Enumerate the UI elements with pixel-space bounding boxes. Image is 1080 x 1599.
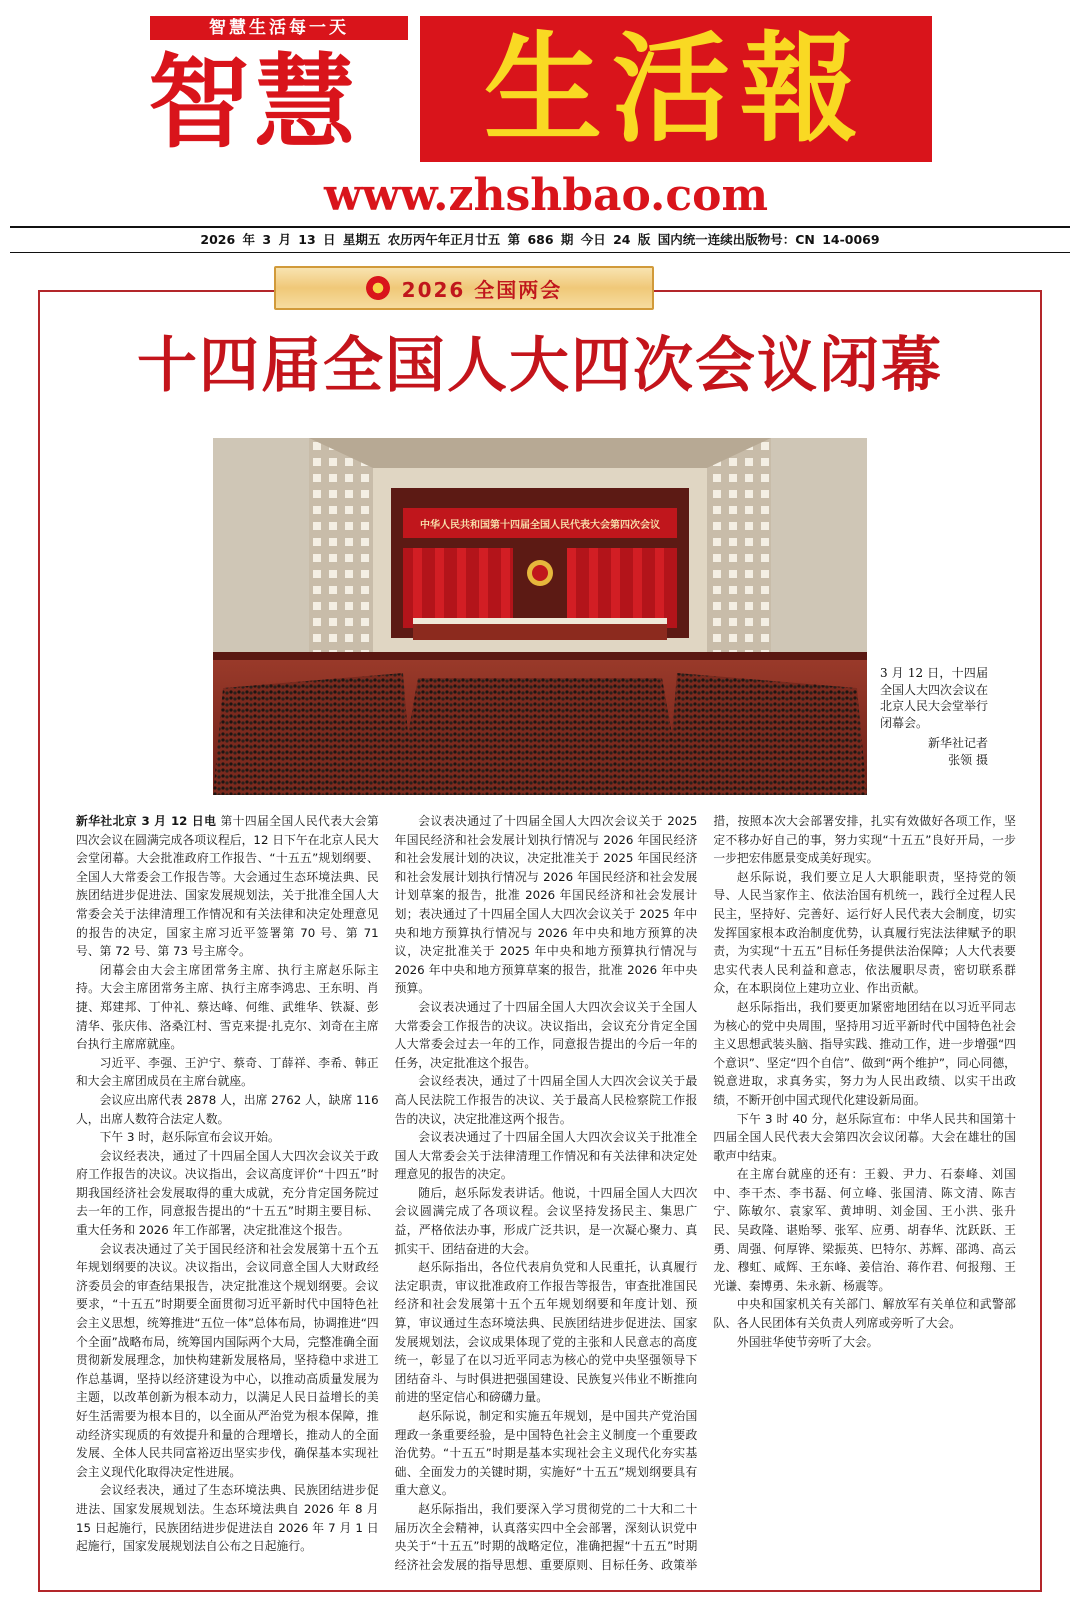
article-paragraph: 会议表决通过了十四届全国人大四次会议关于 2025 年国民经济和社会发展计划执行情况与 2026 年国民经济和社会发展计划的决议，决定批准关于 2025 年国民经济和社会发展计划执行情况与 2026 年国民经济和社会发展计划草案的报告，批准 2026 年国民经济和社会发展计划；表决通过了十四届全国人大四次会议关于 2025 年中央和地方预算执行情况与 2026 年中央和地方预算的决议，决定批准关于 2025 年中央和地方预算执行情况与 2026 年中央和地方预算草案的报告，批准 2026 年中央预算。 — [394, 814, 698, 996]
section-badge-label: 2026 全国两会 — [401, 277, 563, 302]
news-photo — [213, 438, 867, 795]
masthead-slogan: 智慧生活每一天 — [150, 16, 408, 40]
article-paragraph: 赵乐际指出，我们要深入学习贯彻党的二十大和二十届历次全会精神，认真落实四中全会部署，深刻认识党中央关于“十五五”时期的战略定位，准确把握“十五五”时期经济社会发展的指导思想、重要原则、目标任务、政策举措，按照本次大会部署安排，扎实有效做好各项工作，坚定不移办好自己的事，努力实现“十五五”良好开局，一步一步把宏伟愿景变成美好现实。 — [394, 814, 1016, 1572]
masthead-website[interactable]: www.zhshbao.com — [323, 170, 769, 221]
article-paragraph: 赵乐际指出，各位代表肩负党和人民重托，认真履行法定职责，审议批准政府工作报告等报告，审查批准国民经济和社会发展第十五个五年规划纲要和年度计划、预算，审议通过生态环境法典、民族团结进步促进法、国家发展规划法，会议成果体现了党的主张和人民意志的高度统一，彰显了在以习近平同志为核心的党中央坚强领导下团结奋斗、与时俱进把强国建设、民族复兴伟业不断推向前进的坚定信心和磅礴力量。 — [394, 1260, 698, 1405]
article-paragraph: 中央和国家机关有关部门、解放军有关单位和武警部队、各人民团体有关负责人列席或旁听了大会。 — [713, 1297, 1016, 1331]
article-paragraph: 会议应出席代表 2878 人，出席 2762 人，缺席 116 人，出席人数符合法定人数。 — [76, 1092, 379, 1126]
article-paragraph: 会议表决通过了关于国民经济和社会发展第十五个五年规划纲要的决议。决议指出，会议同意全国人大财政经济委员会的审查结果报告，决定批准这个规划纲要。会议要求，“十五五”时期要全面贯彻习近平新时代中国特色社会主义思想，统筹推进“五位一体”总体布局，协调推进“四个全面”战略布局，统筹国内国际两个大局，完整准确全面贯彻新发展理念，加快构建新发展格局，坚持稳中求进工作总基调，坚持以经济建设为中心，以推动高质量发展为主题，以改革创新为根本动力，以满足人民日益增长的美好生活需要为根本目的，以全面从严治党为根本保障，推动经济实现质的有效提升和量的合理增长，推动人的全面发展、全体人民共同富裕迈出坚实步伐，确保基本实现社会主义现代化取得决定性进展。 — [76, 1241, 379, 1479]
article-paragraph: 下午 3 时 40 分，赵乐际宣布：中华人民共和国第十四届全国人民代表大会第四次会议闭幕。大会在雄壮的国歌声中结束。 — [713, 1111, 1016, 1163]
article-paragraph: 在主席台就座的还有：王毅、尹力、石泰峰、刘国中、李干杰、李书磊、何立峰、张国清、陈文清、陈吉宁、陈敏尔、袁家军、黄坤明、刘金国、王小洪、张升民、吴政隆、谌贻琴、张军、应勇、胡春华、沈跃跃、王勇、周强、何厚铧、梁振英、巴特尔、苏辉、邵鸿、高云龙、穆虹、咸辉、王东峰、姜信治、蒋作君、何报翔、王光谦、秦博勇、朱永新、杨震等。 — [713, 1167, 1016, 1293]
article-paragraph: 闭幕会由大会主席团常务主席、执行主席赵乐际主持。大会主席团常务主席、执行主席李鸿忠、王东明、肖捷、郑建邦、丁仲礼、蔡达峰、何维、武维华、铁凝、彭清华、张庆伟、洛桑江村、雪克来提·扎克尔、刘奇在主席台执行主席席就座。 — [76, 962, 379, 1052]
article-paragraph: 随后，赵乐际发表讲话。他说，十四届全国人大四次会议圆满完成了各项议程。会议坚持发扬民主、集思广益，严格依法办事，形成广泛共识，是一次凝心聚力、真抓实干、团结奋进的大会。 — [394, 1185, 698, 1256]
article-paragraph-text: 第十四届全国人民代表大会第四次会议在圆满完成各项议程后，12 日下午在北京人民大会堂闭幕。大会批准政府工作报告、“十五五”规划纲要、全国人大常委会工作报告等。大会通过生态环境法典、民族团结进步促进法、国家发展规划法，关于批准全国人大常委会关于法律清理工作情况和有关法律和决定处理意见的报告的决定，国家主席习近平签署第 70 号、第 71 号、第 72 号、第 73 号主席令。 — [76, 814, 379, 959]
article-paragraph: 下午 3 时，赵乐际宣布会议开始。 — [99, 1130, 280, 1145]
masthead-rule-bottom — [10, 252, 1070, 253]
photo-credit-photographer: 张领 摄 — [948, 752, 988, 767]
photo-caption-text: 3 月 12 日，十四届全国人大四次会议在北京人民大会堂举行闭幕会。 — [880, 666, 989, 730]
article-body — [76, 812, 1016, 1584]
national-emblem-icon — [366, 276, 390, 300]
photo-credit — [880, 735, 988, 768]
article-source: 新华社北京 3 月 12 日电 — [76, 814, 217, 828]
article-paragraph: 外国驻华使节旁听了大会。 — [736, 1334, 879, 1349]
article-paragraph: 会议经表决，通过了十四届全国人大四次会议关于政府工作报告的决议。决议指出，会议高度评价“十四五”时期我国经济社会发展取得的重大成就，充分肯定国务院过去一年的工作，同意报告提出的“十五五”时期主要目标、重大任务和 2026 年工作部署，决定批准这个报告。 — [76, 1148, 379, 1238]
photo-banner-text: 中华人民共和国第十四届全国人民代表大会第四次会议 — [420, 520, 660, 531]
article-paragraph: 赵乐际说，制定和实施五年规划，是中国共产党治国理政一条重要经验，是中国特色社会主义制度一个重要政治优势。“十五五”时期是基本实现社会主义现代化夯实基础、全面发力的关键时期，实施好“十五五”规划纲要具有重大意义。 — [394, 1409, 698, 1498]
masthead-brand-shenghuobao: 生活報 — [420, 16, 932, 162]
article-paragraph: 赵乐际指出，我们要更加紧密地团结在以习近平同志为核心的党中央周围，坚持用习近平新时代中国特色社会主义思想武装头脑、指导实践、推动工作，进一步增强“四个意识”、坚定“四个自信”、做到“两个维护”，同心同德，锐意进取，求真务实，努力为人民出政绩、以实干出政绩，不断开创中国式现代化建设新局面。 — [713, 999, 1016, 1107]
article-paragraph: 习近平、李强、王沪宁、蔡奇、丁薛祥、李希、韩正和大会主席团成员在主席台就座。 — [76, 1055, 379, 1089]
article-paragraph: 赵乐际说，我们要立足人大职能职责，坚持党的领导、人民当家作主、依法治国有机统一，践行全过程人民民主，坚持好、完善好、运行好人民代表大会制度，切实发挥国家根本政治制度优势，认真履行宪法法律赋予的职责，为实现“十五五”目标任务提供法治保障；人大代表要忠实代表人民利益和意志，依法履职尽责，密切联系群众，在本职岗位上建功立业、作出贡献。 — [713, 869, 1016, 996]
article-paragraph: 会议经表决，通过了生态环境法典、民族团结进步促进法、国家发展规划法。生态环境法典自 2026 年 8 月 15 日起施行，民族团结进步促进法自 2026 年 7 月 1 日起施行，国家发展规划法自公布之日起施行。 — [76, 1483, 379, 1554]
article-paragraph-lead — [76, 812, 379, 961]
masthead-brand-zhihui: 智慧 — [148, 44, 360, 163]
article-paragraph: 会议表决通过了十四届全国人大四次会议关于全国人大常委会工作报告的决议。决议指出，会议充分肯定全国人大常委会过去一年的工作，同意报告提出的今后一年的任务，决定批准这个报告。 — [394, 999, 698, 1070]
masthead-rule-top — [10, 226, 1070, 228]
article-paragraph: 会议表决通过了十四届全国人大四次会议关于批准全国人大常委会关于法律清理工作情况和有关法律和决定处理意见的报告的决定。 — [394, 1130, 698, 1182]
page-headline: 十四届全国人大四次会议闭幕 — [137, 331, 943, 401]
photo-caption — [880, 665, 988, 797]
section-badge — [274, 266, 654, 310]
article-paragraph: 会议经表决，通过了十四届全国人大四次会议关于最高人民法院工作报告的决议、关于最高人民检察院工作报告的决议，决定批准这两个报告。 — [394, 1074, 698, 1126]
issue-dateline: 2026 年 3 月 13 日 星期五 农历丙午年正月廿五 第 686 期 今日 24 版 国内统一连续出版物号：CN 14-0069 — [200, 232, 880, 247]
photo-credit-agency: 新华社记者 — [927, 736, 988, 750]
